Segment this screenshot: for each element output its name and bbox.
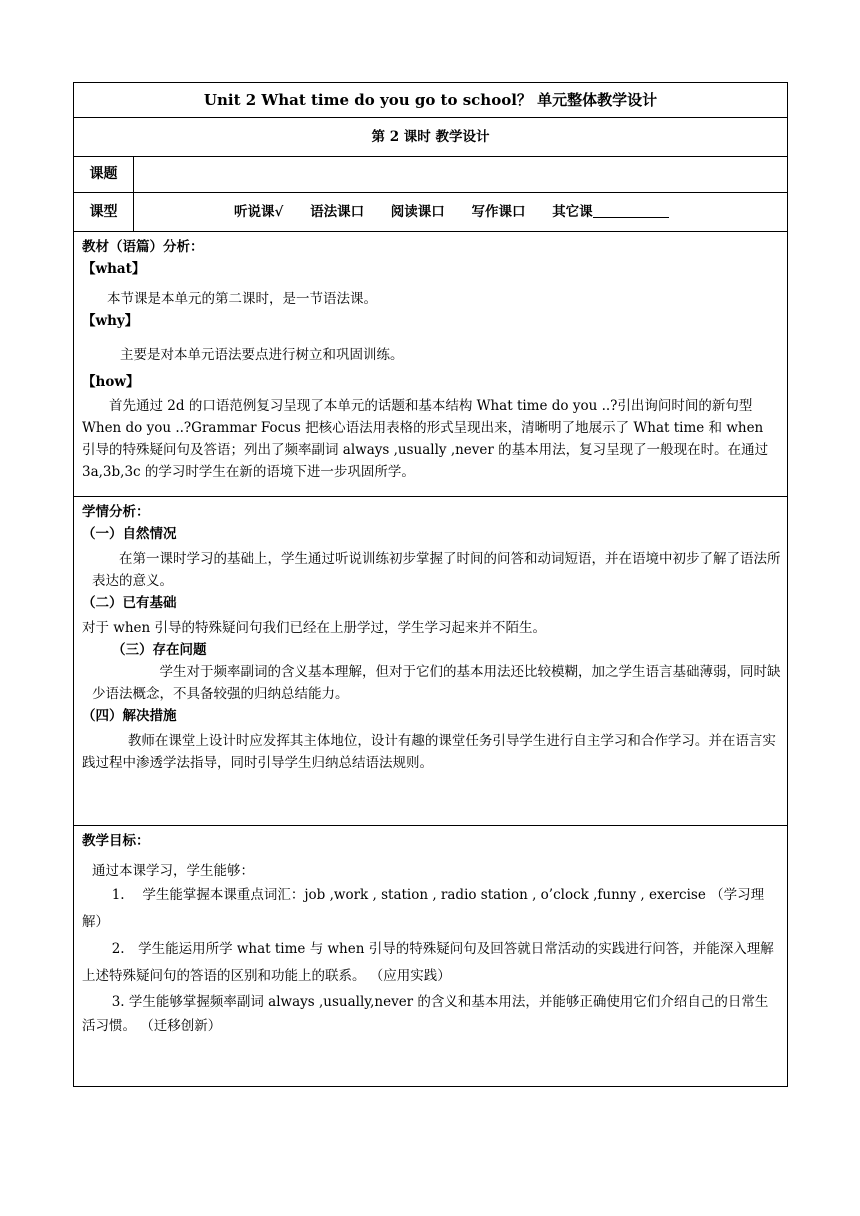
topic-value (134, 157, 788, 193)
material-analysis-heading: 教材（语篇）分析： (82, 239, 204, 255)
type-grammar: 语法课口 (310, 204, 365, 220)
type-other: 其它课 (552, 204, 691, 220)
type-writing: 写作课口 (471, 204, 526, 220)
existing-problems-title: （三）存在问题 (112, 642, 207, 658)
solutions-text: 教师在课堂上设计时应发挥其主体地位，设计有趣的课堂任务引导学生进行自主学习和合作学习。并在语言实践过程中渗透学法指导，同时引导学生归纳总结语法规则。 (82, 733, 776, 771)
teaching-objectives-section (74, 826, 788, 1087)
type-listening-speaking: 听说课√ (234, 204, 284, 220)
objectives-intro: 通过本课学习，学生能够： (92, 863, 254, 879)
objective-item-2: 2. 学生能运用所学 what time 与 when 引导的特殊疑问句及回答就日常活动的实践进行问答，并能深入理解上述特殊疑问句的答语的区别和功能上的联系。 （应用实践） (82, 941, 774, 984)
learner-analysis-section (74, 497, 788, 826)
document-title: Unit 2 What time do you go to school？ 单元整体教学设计 (74, 83, 788, 118)
objective-item-1: 1. 学生能掌握本课重点词汇：job ,work , station , radio station , o’clock ,funny , exercise （学习理解） (82, 887, 765, 930)
what-tag: 【what】 (82, 261, 146, 277)
lesson-design-table (73, 82, 788, 1087)
material-analysis-section (74, 232, 788, 497)
natural-situation-title: （一）自然情况 (82, 526, 177, 542)
lesson-subtitle: 第 2 课时 教学设计 (74, 118, 788, 157)
topic-label: 课题 (74, 157, 134, 193)
lesson-type-options (134, 193, 788, 232)
existing-foundation-title: （二）已有基础 (82, 595, 177, 611)
existing-foundation-text: 对于 when 引导的特殊疑问句我们已经在上册学过，学生学习起来并不陌生。 (82, 620, 547, 636)
type-label: 课型 (74, 193, 134, 232)
type-reading: 阅读课口 (390, 204, 445, 220)
how-tag: 【how】 (82, 374, 140, 390)
existing-problems-text: 学生对于频率副词的含义基本理解，但对于它们的基本用法还比较模糊，加之学生语言基础薄弱，同时缺少语法概念，不具备较强的归纳总结能力。 (92, 664, 781, 702)
learner-analysis-heading: 学情分析： (82, 504, 150, 520)
objective-item-3: 3. 学生能够掌握频率副词 always ,usually,never 的含义和基本用法，并能够正确使用它们介绍自己的日常生活习惯。 （迁移创新） (82, 994, 769, 1034)
why-tag: 【why】 (82, 313, 139, 329)
natural-situation-text: 在第一课时学习的基础上，学生通过听说训练初步掌握了时间的问答和动词短语，并在语境中初步了解了语法所表达的意义。 (92, 551, 781, 589)
type-other-blank (593, 203, 669, 218)
teaching-objectives-heading: 教学目标： (82, 833, 150, 849)
why-text: 主要是对本单元语法要点进行树立和巩固训练。 (120, 347, 404, 363)
solutions-title: （四）解决措施 (82, 708, 177, 724)
how-text: 首先通过 2d 的口语范例复习呈现了本单元的话题和基本结构 What time do you ..?引出询问时间的新句型 When do you ..?Grammar Focus 把核心语法用表格的形式呈现出来，清晰明了地展示了 What time 和 when 引导的特殊疑问句及答语；列出了频率副词 always ,usually ,never 的基本用法，复习呈现了一般现在时。在通过 3a,3b,3c 的学习时学生在新的语境下进一步巩固所学。 (82, 398, 769, 480)
what-text: 本节课是本单元的第二课时，是一节语法课。 (107, 291, 377, 307)
